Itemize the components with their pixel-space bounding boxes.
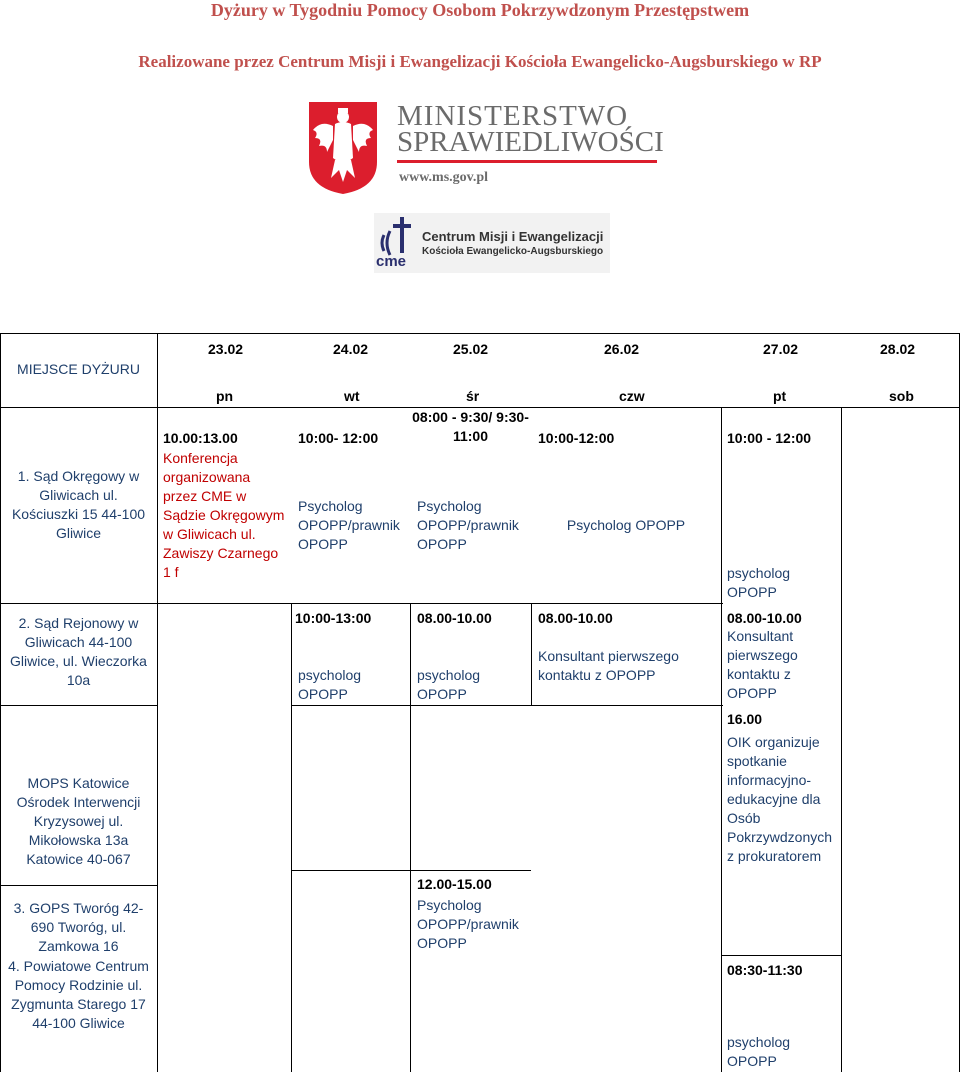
ministry-name-line1: MINISTERSTWO [397, 100, 629, 132]
row4-wed-text: Psycholog OPOPP/prawnik OPOPP [417, 897, 519, 951]
place-mops: MOPS Katowice Ośrodek Interwencji Kryzysowej ul. Mikołowska 13a Katowice 40-067 [16, 775, 141, 867]
day-tue: wt [344, 388, 360, 404]
ministry-divider [397, 160, 657, 163]
row3-fri-time: 16.00 [727, 711, 763, 727]
date-thu: 26.02 [604, 341, 640, 357]
day-wed: śr [466, 388, 480, 404]
row5-fri-text: psycholog OPOPP [727, 1034, 791, 1069]
row1-mon-time: 10.00:13.00 [163, 430, 238, 446]
row3-fri-text: OIK organizuje spotkanie informacyjno-edukacyjne dla Osób Pokrzywdzonych z prokuratorem [727, 734, 833, 864]
cme-logo [374, 213, 610, 273]
row1-wed-text: Psycholog OPOPP/prawnik OPOPP [417, 498, 519, 552]
row1-fri-text: psycholog OPOPP [727, 565, 791, 600]
row1-mon-event: Konferencja organizowana przez CME w Sądzie Okręgowym w Gliwicach ul. Zawiszy Czarnego 1 f [163, 450, 285, 580]
row2-tue-text: psycholog OPOPP [298, 667, 362, 702]
row2-tue-time: 10:00-13:00 [295, 610, 372, 626]
date-fri: 27.02 [763, 341, 799, 357]
place-2: 2. Sąd Rejonowy w Gliwicach 44-100 Gliwice, ul. Wieczorka 10a [10, 615, 147, 688]
page-title: Dyżury w Tygodniu Pomocy Osobom Pokrzywdzonym Przestępstwem [210, 0, 750, 20]
row2-thu-text: Konsultant pierwszego kontaktu z OPOPP [538, 648, 679, 683]
row2-thu-time: 08.00-10.00 [538, 610, 613, 626]
day-sat: sob [889, 388, 914, 404]
row5-fri-time: 08:30-11:30 [727, 962, 803, 978]
cme-name-line2: Kościoła Ewangelicko-Augsburskiego [422, 246, 604, 257]
row1-tue-time: 10:00- 12:00 [298, 430, 379, 446]
day-fri: pt [773, 388, 787, 404]
day-mon: pn [216, 388, 234, 404]
row1-tue-text: Psycholog OPOPP/prawnik OPOPP [298, 498, 400, 552]
place-column-header: MIEJSCE DYŻURU [17, 361, 140, 377]
ministry-url: www.ms.gov.pl [399, 170, 489, 185]
day-thu: czw [619, 388, 645, 404]
place-3: 3. GOPS Tworóg 42-690 Tworóg, ul. Zamkowa 16 [13, 900, 144, 954]
date-tue: 24.02 [333, 341, 369, 357]
row1-thu-text: Psycholog OPOPP [566, 517, 686, 533]
ministry-name-line2: SPRAWIEDLIWOŚCI [397, 126, 664, 158]
cme-short: cme [376, 253, 407, 270]
ministry-logo [305, 100, 665, 195]
place-1: 1. Sąd Okręgowy w Gliwicach ul. Kościuszki 15 44-100 Gliwice [11, 468, 146, 541]
row2-wed-time: 08.00-10.00 [417, 610, 492, 626]
row2-wed-text: psycholog OPOPP [417, 667, 481, 702]
row1-wed-time: 08:00 - 9:30/ 9:30-11:00 [412, 409, 529, 444]
row2-fri-time: 08.00-10.00 [727, 610, 802, 626]
row2-fri-text: Konsultant pierwszego kontaktu z OPOPP [727, 628, 798, 701]
row4-wed-time: 12.00-15.00 [417, 876, 492, 892]
date-mon: 23.02 [208, 341, 244, 357]
cme-name-line1: Centrum Misji i Ewangelizacji [422, 229, 604, 244]
row1-thu-time: 10:00-12:00 [538, 430, 615, 446]
date-wed: 25.02 [453, 341, 489, 357]
date-sat: 28.02 [880, 341, 916, 357]
page-subtitle: Realizowane przez Centrum Misji i Ewangelizacji Kościoła Ewangelicko-Augsburskiego w RP [138, 52, 822, 71]
place-4: 4. Powiatowe Centrum Pomocy Rodzinie ul. Zygmunta Starego 17 44-100 Gliwice [8, 958, 149, 1031]
row1-fri-time: 10:00 - 12:00 [727, 430, 812, 446]
